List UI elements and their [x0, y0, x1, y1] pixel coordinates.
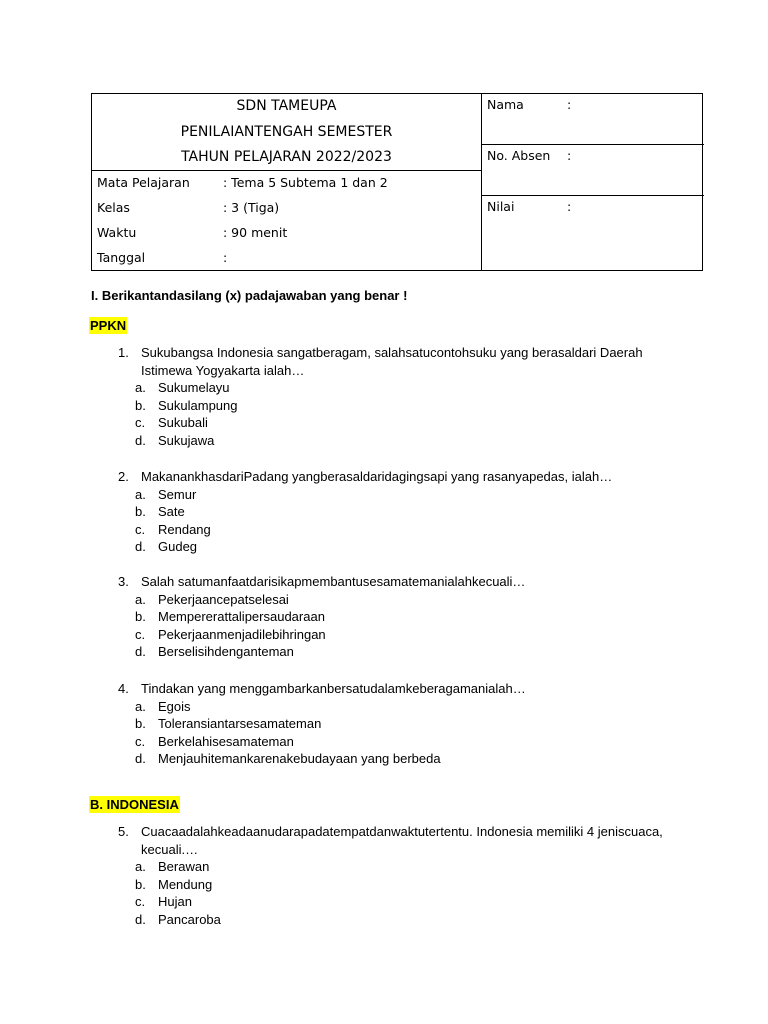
- option-item[interactable]: [118, 591, 678, 609]
- option-item[interactable]: [118, 876, 678, 894]
- option-list: [118, 591, 678, 661]
- option-letter: d.: [135, 751, 146, 767]
- option-text: Mendung: [158, 876, 213, 892]
- section-title-ppkn: PPKN: [90, 318, 127, 333]
- option-text: Sate: [158, 504, 185, 520]
- question-text: Tindakan yang menggambarkanbersatudalamkeberagamanialah…: [141, 681, 526, 696]
- option-text: Gudeg: [158, 539, 198, 555]
- option-letter: d.: [135, 644, 146, 660]
- option-item[interactable]: [118, 715, 678, 733]
- option-item[interactable]: [118, 397, 678, 415]
- option-text: Sukumelayu: [158, 380, 230, 396]
- question-number: 3.: [118, 574, 129, 589]
- option-text: Berselisihdenganteman: [158, 644, 294, 660]
- option-text: Sukubali: [158, 415, 208, 431]
- question-item: [118, 468, 678, 556]
- option-item[interactable]: [118, 643, 678, 661]
- option-letter: c.: [135, 521, 146, 537]
- option-text: Sukulampung: [158, 397, 238, 413]
- field-colon: :: [567, 148, 572, 163]
- option-item[interactable]: [118, 750, 678, 768]
- info-label: Waktu: [97, 225, 137, 240]
- question-item: [118, 680, 678, 768]
- option-letter: b.: [135, 504, 146, 520]
- field-colon: :: [567, 97, 572, 112]
- info-label: Kelas: [97, 200, 130, 215]
- option-text: Rendang: [158, 521, 211, 537]
- option-letter: d.: [135, 911, 146, 927]
- option-letter: a.: [135, 380, 146, 396]
- question-number: 4.: [118, 681, 129, 696]
- option-text: Toleransiantarsesamateman: [158, 716, 322, 732]
- option-text: Berkelahisesamateman: [158, 733, 294, 749]
- academic-year: TAHUN PELAJARAN 2022/2023: [181, 149, 392, 165]
- option-item[interactable]: [118, 858, 678, 876]
- question-text: Cuacaadalahkeadaanudarapadatempatdanwaktutertentu. Indonesia memiliki 4 jeniscuaca, kecuali.…: [141, 824, 663, 857]
- option-text: Sukujawa: [158, 432, 215, 448]
- option-item[interactable]: [118, 379, 678, 397]
- option-text: Egois: [158, 698, 191, 714]
- option-text: Menjauhitemankarenakebudayaan yang berbeda: [158, 751, 441, 767]
- question-number: 5.: [118, 824, 129, 839]
- question-text: MakanankhasdariPadang yangberasaldaridagingsapi yang rasanyapedas, ialah…: [141, 469, 613, 484]
- option-text: Hujan: [158, 894, 192, 910]
- option-item[interactable]: [118, 538, 678, 556]
- option-item[interactable]: [118, 608, 678, 626]
- option-letter: b.: [135, 876, 146, 892]
- option-list: [118, 379, 678, 449]
- option-list: [118, 486, 678, 556]
- option-item[interactable]: [118, 414, 678, 432]
- question-item: [118, 344, 678, 450]
- info-value: :: [223, 250, 228, 265]
- option-text: Mempererattalipersaudaraan: [158, 609, 325, 625]
- section-title-indonesia: B. INDONESIA: [90, 797, 179, 812]
- option-text: Pekerjaancepatselesai: [158, 591, 289, 607]
- option-letter: c.: [135, 733, 146, 749]
- option-letter: b.: [135, 397, 146, 413]
- question-text: Salah satumanfaatdarisikapmembantusesamatemanialahkecuali…: [141, 574, 526, 589]
- info-value: : Tema 5 Subtema 1 dan 2: [223, 175, 388, 190]
- option-item[interactable]: [118, 503, 678, 521]
- exam-title-block: [92, 94, 481, 171]
- option-text: Semur: [158, 486, 197, 502]
- field-colon: :: [567, 199, 572, 214]
- option-list: [118, 858, 678, 928]
- option-item[interactable]: [118, 626, 678, 644]
- info-label: Tanggal: [97, 250, 146, 265]
- table-divider-vertical: [481, 94, 482, 270]
- table-divider-right-2: [481, 195, 704, 196]
- option-letter: a.: [135, 591, 146, 607]
- option-text: Pancaroba: [158, 911, 221, 927]
- option-item[interactable]: [118, 698, 678, 716]
- option-item[interactable]: [118, 893, 678, 911]
- question-number: 1.: [118, 345, 129, 360]
- option-letter: b.: [135, 609, 146, 625]
- option-item[interactable]: [118, 486, 678, 504]
- exam-name: PENILAIANTENGAH SEMESTER: [180, 123, 393, 140]
- info-value: : 90 menit: [223, 225, 288, 240]
- option-text: Berawan: [158, 859, 210, 875]
- option-item[interactable]: [118, 733, 678, 751]
- question-text: Sukubangsa Indonesia sangatberagam, salahsatucontohsuku yang berasaldari Daerah Istimewa Yogyakarta ialah…: [141, 345, 643, 378]
- option-item[interactable]: [118, 432, 678, 450]
- question-number: 2.: [118, 469, 129, 484]
- info-label: Mata Pelajaran: [97, 175, 190, 190]
- option-letter: c.: [135, 894, 146, 910]
- field-label: No. Absen: [487, 148, 551, 163]
- school-name: SDN TAMEUPA: [236, 98, 337, 114]
- option-letter: a.: [135, 698, 146, 714]
- option-letter: a.: [135, 486, 146, 502]
- field-label: Nilai: [487, 199, 515, 214]
- option-item[interactable]: [118, 521, 678, 539]
- option-list: [118, 698, 678, 768]
- option-letter: b.: [135, 716, 146, 732]
- exam-header-table: [91, 93, 703, 271]
- option-text: Pekerjaanmenjadilebihringan: [158, 626, 326, 642]
- option-letter: a.: [135, 859, 146, 875]
- option-letter: c.: [135, 626, 146, 642]
- question-item: [118, 823, 678, 929]
- option-letter: d.: [135, 432, 146, 448]
- field-label: Nama: [487, 97, 524, 112]
- option-letter: d.: [135, 539, 146, 555]
- info-value: : 3 (Tiga): [223, 200, 280, 215]
- instruction-heading: I. Berikantandasilang (x) padajawaban yang benar !: [91, 288, 408, 303]
- option-item[interactable]: [118, 911, 678, 929]
- table-divider-right-1: [481, 144, 704, 145]
- question-item: [118, 573, 678, 661]
- option-letter: c.: [135, 415, 146, 431]
